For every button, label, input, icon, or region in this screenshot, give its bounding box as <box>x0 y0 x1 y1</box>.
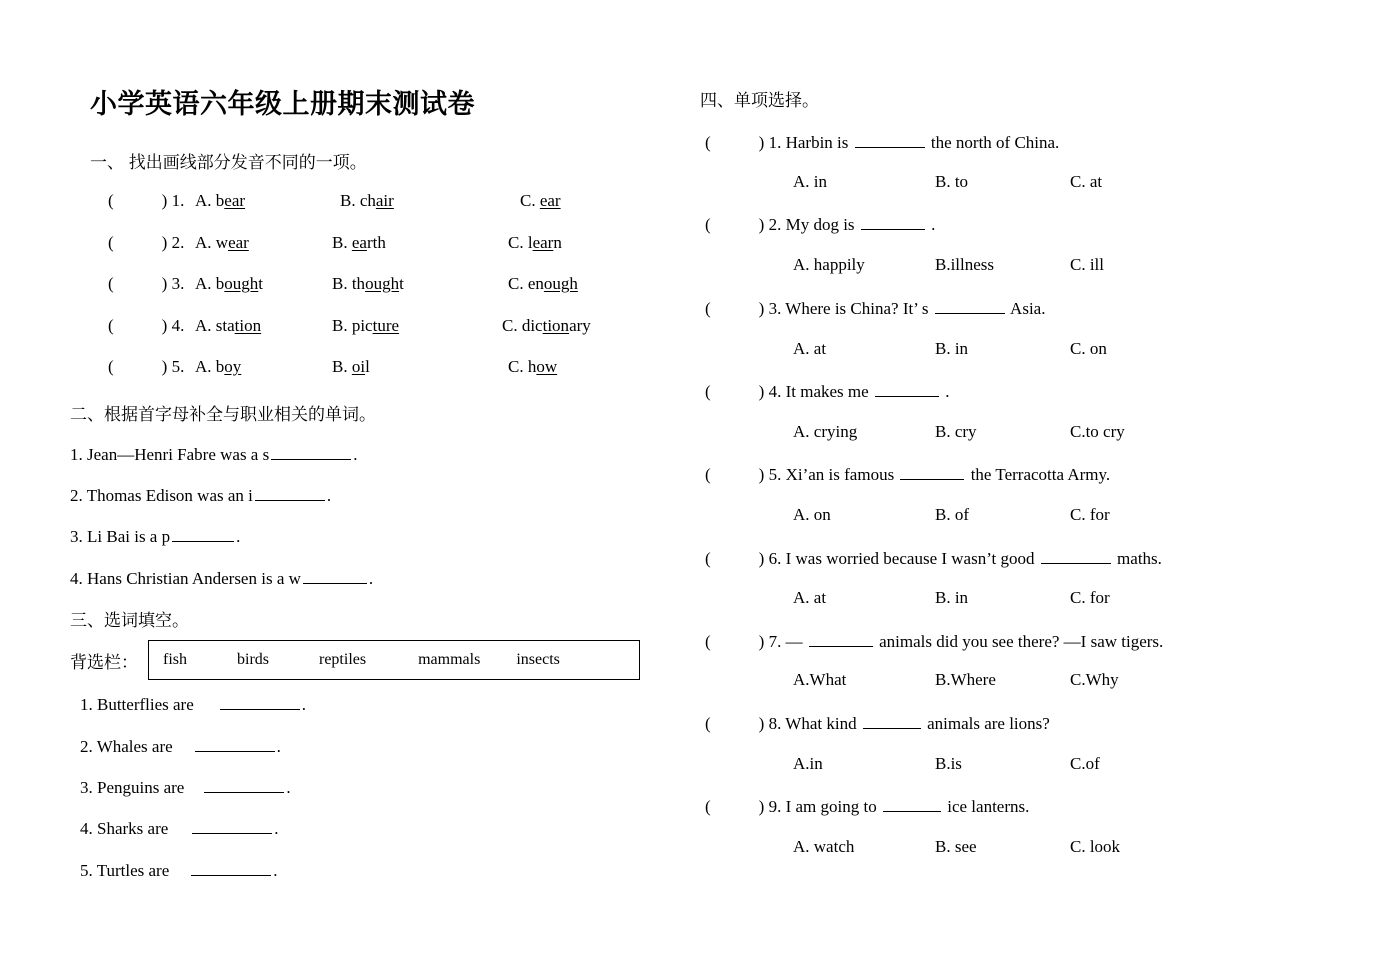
mc-stem-post: maths. <box>1112 549 1162 569</box>
mc-stem-post: animals did you see there? —I saw tigers. <box>874 632 1164 652</box>
underlined-phoneme: ow <box>536 357 558 376</box>
option-b: B. picture <box>332 316 400 335</box>
word-choice-item <box>80 693 306 713</box>
mc-option-c[interactable]: C.Why <box>1070 670 1119 689</box>
mc-option-c[interactable]: C. for <box>1070 588 1110 607</box>
mc-option-a[interactable]: A.in <box>793 754 823 773</box>
underlined-phoneme: tion <box>234 316 262 335</box>
answer-blank[interactable] <box>1041 547 1111 564</box>
word-choice-item <box>80 776 291 796</box>
option-b: B. chair <box>340 191 394 210</box>
answer-blank[interactable] <box>900 463 964 480</box>
period: . <box>301 695 307 715</box>
word-choice-item <box>80 859 278 879</box>
option-a: A. bear <box>195 191 246 210</box>
word-choice-text: 5. Turtles are <box>80 861 170 881</box>
answer-blank[interactable] <box>255 484 325 501</box>
period: . <box>276 737 281 757</box>
option-a: A. boy <box>195 357 242 376</box>
mc-option-b[interactable]: B.is <box>935 754 962 773</box>
mc-option-c[interactable]: C. ill <box>1070 255 1105 274</box>
underlined-phoneme: ear <box>532 233 554 252</box>
mc-question-3: ( ) 3. Where is China? It’ s Asia. <box>705 297 1045 317</box>
answer-blank[interactable] <box>303 567 367 584</box>
period: . <box>274 819 279 839</box>
answer-blank[interactable] <box>809 630 873 647</box>
mc-option-b[interactable]: B. to <box>935 172 969 191</box>
mc-option-b[interactable]: B. of <box>935 505 969 524</box>
option-b: B. earth <box>332 233 386 252</box>
fill-in-text: 1. Jean—Henri Fabre was a s <box>70 445 270 465</box>
bank-word-birds[interactable]: birds <box>237 651 269 668</box>
mc-stem-pre: It makes me <box>785 382 873 402</box>
mc-stem-pre: Xi’an is famous <box>785 465 899 485</box>
mc-stem-pre: I was worried because I wasn’t good <box>785 549 1039 569</box>
word-bank-box <box>148 640 640 680</box>
underlined-phoneme: ough <box>224 274 259 293</box>
underlined-phoneme: oi <box>351 357 366 376</box>
mc-stem-post: Asia. <box>1006 299 1046 319</box>
answer-blank[interactable] <box>863 712 921 729</box>
mc-stem-post: . <box>940 382 950 402</box>
underlined-phoneme: ea <box>351 233 367 252</box>
answer-blank[interactable] <box>883 795 941 812</box>
bank-word-fish[interactable]: fish <box>163 651 187 668</box>
option-c: C. ear <box>520 191 561 210</box>
section-one-heading: 一、 找出画线部分发音不同的一项。 <box>90 153 367 172</box>
answer-blank[interactable] <box>875 380 939 397</box>
mc-option-a[interactable]: A. happily <box>793 255 865 274</box>
option-c: C. enough <box>508 274 578 293</box>
option-a: A. bought <box>195 274 264 293</box>
mc-number: ) 9. <box>758 797 786 817</box>
mc-stem-post: ice lanterns. <box>942 797 1030 817</box>
question-number-3: ( ) 3. <box>108 274 185 293</box>
mc-stem-post: . <box>926 215 936 235</box>
answer-blank[interactable] <box>861 213 925 230</box>
left-column <box>70 0 670 971</box>
word-choice-text: 2. Whales are <box>80 737 173 757</box>
mc-question-8: ( ) 8. What kind animals are lions? <box>705 712 1050 732</box>
word-choice-text: 4. Sharks are <box>80 819 169 839</box>
mc-question-6: ( ) 6. I was worried because I wasn’t good maths. <box>705 547 1162 567</box>
mc-question-1: ( ) 1. Harbin is the north of China. <box>705 131 1059 151</box>
fill-in-text: 4. Hans Christian Andersen is a w <box>70 569 301 589</box>
option-a: A. station <box>195 316 262 335</box>
answer-blank[interactable] <box>172 525 234 542</box>
underlined-phoneme: ough <box>365 274 400 293</box>
option-c: C. how <box>508 357 558 376</box>
mc-number: ) 7. <box>758 632 786 652</box>
right-column <box>700 0 1300 971</box>
page-title: 小学英语六年级上册期末测试卷 <box>90 89 475 119</box>
option-c: C. dictionary <box>502 316 591 335</box>
underlined-phoneme: oy <box>224 357 242 376</box>
answer-blank[interactable] <box>855 131 925 148</box>
answer-blank[interactable] <box>204 776 284 793</box>
mc-number: ) 2. <box>758 215 786 235</box>
answer-blank[interactable] <box>195 735 275 752</box>
mc-stem-pre: — <box>785 632 807 652</box>
mc-option-c[interactable]: C.to cry <box>1070 422 1125 441</box>
mc-option-b[interactable]: B. see <box>935 837 977 856</box>
mc-number: ) 3. <box>758 299 786 319</box>
underlined-phoneme: ear <box>224 191 246 210</box>
section-three-heading: 三、选词填空。 <box>70 611 189 630</box>
mc-number: ) 8. <box>758 714 786 734</box>
bank-word-reptiles[interactable]: reptiles <box>319 651 367 668</box>
mc-option-c[interactable]: C.of <box>1070 754 1100 773</box>
mc-option-a[interactable]: A. at <box>793 588 827 607</box>
mc-stem-post: the Terracotta Army. <box>966 465 1111 485</box>
bank-word-insects[interactable]: insects <box>516 651 560 668</box>
mc-number: ) 4. <box>758 382 786 402</box>
mc-option-b[interactable]: B.Where <box>935 670 996 689</box>
question-number-2: ( ) 2. <box>108 233 185 252</box>
mc-option-a[interactable]: A. at <box>793 339 827 358</box>
mc-option-c[interactable]: C. at <box>1070 172 1103 191</box>
fill-in-text: 3. Li Bai is a p <box>70 527 171 547</box>
mc-question-7: ( ) 7. — animals did you see there? —I saw tigers. <box>705 630 1163 650</box>
answer-blank[interactable] <box>271 443 351 460</box>
fill-in-item <box>70 443 357 463</box>
underlined-phoneme: ear <box>228 233 249 252</box>
bank-word-mammals[interactable]: mammals <box>418 651 481 668</box>
section-four-heading: 四、单项选择。 <box>700 91 819 110</box>
period: . <box>368 569 374 589</box>
fill-in-item <box>70 484 331 504</box>
mc-option-c[interactable]: C. look <box>1070 837 1121 856</box>
fill-in-item <box>70 567 373 587</box>
period: . <box>326 486 332 506</box>
word-choice-item <box>80 735 281 755</box>
fill-in-text: 2. Thomas Edison was an i <box>70 486 253 506</box>
mc-stem-pre: What kind <box>785 714 861 734</box>
mc-question-4: ( ) 4. It makes me . <box>705 380 949 400</box>
option-a: A. wear <box>195 233 249 252</box>
mc-stem-pre: Harbin is <box>785 133 853 153</box>
period: . <box>353 445 358 465</box>
mc-option-a[interactable]: A. on <box>793 505 831 524</box>
mc-number: ) 5. <box>758 465 786 485</box>
period: . <box>273 861 278 881</box>
underlined-phoneme: ough <box>543 274 578 293</box>
fill-in-item <box>70 525 240 545</box>
underlined-phoneme: ear <box>539 191 561 210</box>
underlined-phoneme: ture <box>372 316 400 335</box>
answer-blank[interactable] <box>191 859 271 876</box>
mc-number: ) 6. <box>758 549 786 569</box>
mc-stem-pre: Where is China? It’ s <box>785 299 933 319</box>
mc-question-9: ( ) 9. I am going to ice lanterns. <box>705 795 1029 815</box>
question-number-5: ( ) 5. <box>108 357 185 376</box>
underlined-phoneme: tion <box>542 316 570 335</box>
answer-blank[interactable] <box>220 693 300 710</box>
mc-stem-pre: My dog is <box>785 215 859 235</box>
mc-option-b[interactable]: B.illness <box>935 255 995 274</box>
mc-question-2: ( ) 2. My dog is . <box>705 213 935 233</box>
mc-option-b[interactable]: B. cry <box>935 422 977 441</box>
word-choice-text: 3. Penguins are <box>80 778 185 798</box>
mc-option-b[interactable]: B. in <box>935 339 969 358</box>
mc-option-b[interactable]: B. in <box>935 588 969 607</box>
mc-option-a[interactable]: A. in <box>793 172 827 191</box>
word-choice-item <box>80 817 279 837</box>
word-bank-label: 背选栏： <box>70 653 138 672</box>
underlined-phoneme: air <box>375 191 394 210</box>
mc-stem-pre: I am going to <box>785 797 881 817</box>
mc-option-a[interactable]: A. watch <box>793 837 855 856</box>
mc-option-c[interactable]: C. for <box>1070 505 1110 524</box>
answer-blank[interactable] <box>935 297 1005 314</box>
mc-stem-post: the north of China. <box>926 133 1060 153</box>
question-number-4: ( ) 4. <box>108 316 185 335</box>
mc-option-c[interactable]: C. on <box>1070 339 1107 358</box>
mc-option-a[interactable]: A.What <box>793 670 847 689</box>
mc-stem-post: animals are lions? <box>922 714 1050 734</box>
word-choice-text: 1. Butterflies are <box>80 695 194 715</box>
option-b: B. thought <box>332 274 404 293</box>
option-c: C. learn <box>508 233 562 252</box>
mc-option-a[interactable]: A. crying <box>793 422 858 441</box>
period: . <box>286 778 291 798</box>
option-b: B. oil <box>332 357 370 376</box>
period: . <box>236 527 241 547</box>
mc-number: ) 1. <box>758 133 786 153</box>
mc-question-5: ( ) 5. Xi’an is famous the Terracotta Army. <box>705 463 1110 483</box>
section-two-heading: 二、根据首字母补全与职业相关的单词。 <box>70 405 376 424</box>
question-number-1: ( ) 1. <box>108 191 185 210</box>
answer-blank[interactable] <box>192 817 272 834</box>
